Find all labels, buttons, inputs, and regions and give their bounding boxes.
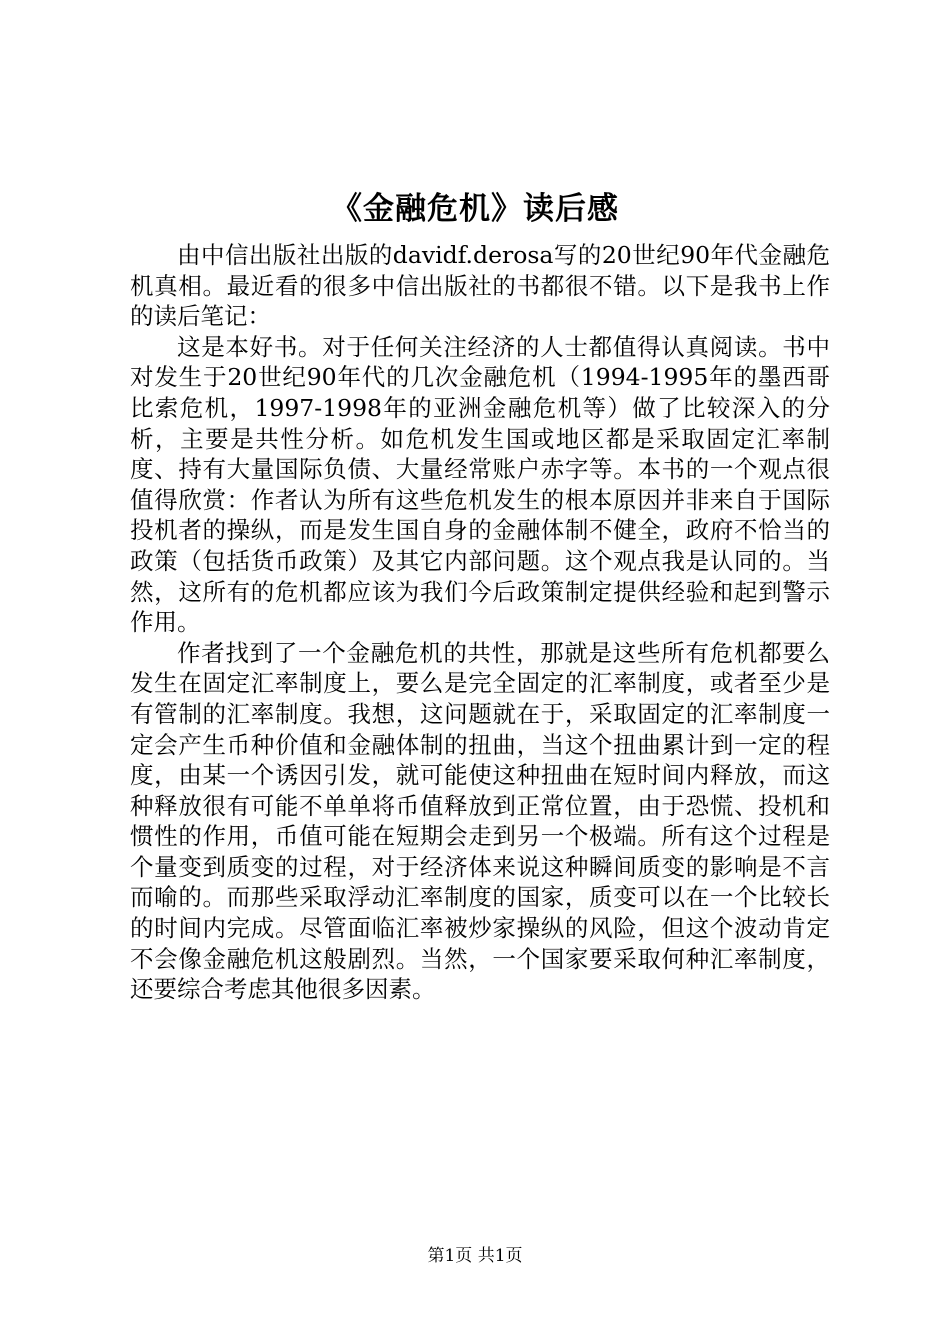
document-body <box>130 240 830 1005</box>
paragraph-1: 由中信出版社出版的davidf.derosa写的20世纪90年代金融危机真相。最近看的很多中信出版社的书都很不错。以下是我书上作的读后笔记： <box>130 241 830 331</box>
page-number-footer: 第1页 共1页 <box>427 1246 523 1266</box>
document-title: 《金融危机》读后感 <box>331 191 619 227</box>
paragraph-3: 作者找到了一个金融危机的共性，那就是这些所有危机都要么发生在固定汇率制度上，要么是完全固定的汇率制度，或者至少是有管制的汇率制度。我想，这问题就在于，采取固定的汇率制度一定会产生币种价值和金融体制的扭曲，当这个扭曲累计到一定的程度，由某一个诱因引发，就可能使这种扭曲在短时间内释放，而这种释放很有可能不单单将币值释放到正常位置，由于恐慌、投机和惯性的作用，币值可能在短期会走到另一个极端。所有这个过程是个量变到质变的过程，对于经济体来说这种瞬间质变的影响是不言而喻的。而那些采取浮动汇率制度的国家，质变可以在一个比较长的时间内完成。尽管面临汇率被炒家操纵的风险，但这个波动肯定不会像金融危机这般剧烈。当然，一个国家要采取何种汇率制度，还要综合考虑其他很多因素。 <box>130 638 830 1004</box>
paragraph-2: 这是本好书。对于任何关注经济的人士都值得认真阅读。书中对发生于20世纪90年代的几次金融危机（1994-1995年的墨西哥比索危机，1997-1998年的亚洲金融危机等）做了比较深入的分析，主要是共性分析。如危机发生国或地区都是采取固定汇率制度、持有大量国际负债、大量经常账户赤字等。本书的一个观点很值得欣赏：作者认为所有这些危机发生的根本原因并非来自于国际投机者的操纵，而是发生国自身的金融体制不健全，政府不恰当的政策（包括货币政策）及其它内部问题。这个观点我是认同的。当然，这所有的危机都应该为我们今后政策制定提供经验和起到警示作用。 <box>130 332 830 637</box>
